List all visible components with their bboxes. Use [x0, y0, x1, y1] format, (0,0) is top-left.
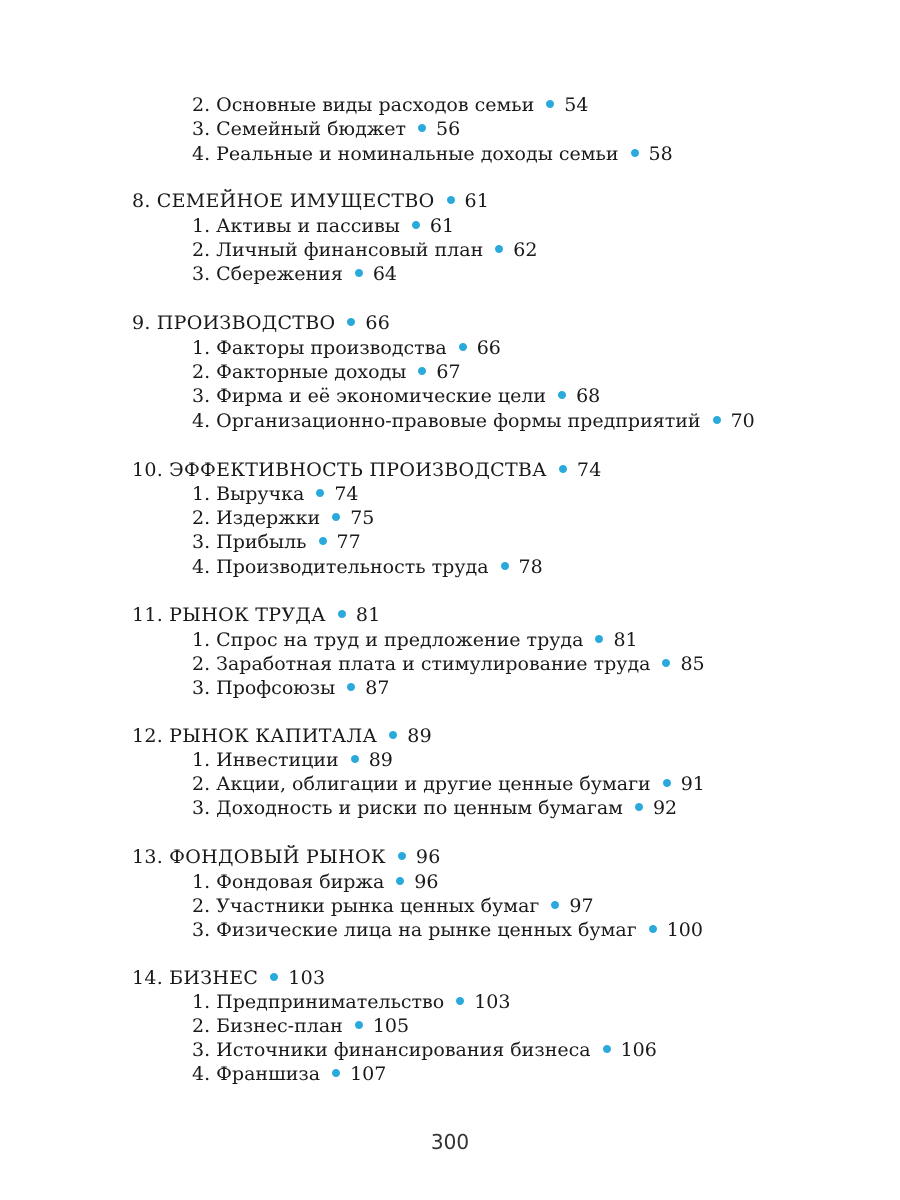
page-ref: 64 — [372, 263, 397, 285]
bullet-dot-icon — [338, 610, 346, 618]
page-ref: 89 — [407, 725, 433, 747]
item-number: 3. — [192, 118, 211, 140]
bullet-dot-icon — [396, 877, 404, 885]
item-number: 4. — [192, 1063, 211, 1085]
toc-item — [192, 482, 359, 506]
page-ref: 74 — [334, 483, 359, 505]
page-ref: 103 — [288, 967, 326, 989]
item-number: 3. — [192, 919, 211, 941]
chapter-number: 10. — [132, 459, 164, 481]
item-number: 3. — [192, 797, 211, 819]
chapter-title: ЭФФЕКТИВНОСТЬ ПРОИЗВОДСТВА — [169, 459, 547, 481]
item-number: 4. — [192, 143, 211, 165]
chapter-title: ФОНДОВЫЙ РЫНОК — [169, 846, 386, 868]
item-number: 3. — [192, 263, 211, 285]
bullet-dot-icon — [270, 973, 278, 981]
toc-item — [192, 262, 397, 286]
bullet-dot-icon — [355, 269, 363, 277]
page-ref: 92 — [652, 797, 678, 819]
bullet-dot-icon — [456, 997, 464, 1005]
chapter-title: РЫНОК КАПИТАЛА — [169, 725, 378, 747]
page-ref: 89 — [368, 749, 393, 771]
item-number: 1. — [192, 215, 211, 237]
toc-item — [192, 238, 537, 262]
item-number: 3. — [192, 385, 211, 407]
item-title: Заработная плата и стимулирование труда — [216, 653, 651, 675]
page-ref: 96 — [415, 846, 441, 868]
page-ref: 70 — [730, 410, 755, 432]
item-title: Бизнес-план — [216, 1015, 343, 1037]
toc-chapter — [132, 189, 489, 213]
chapter-title: РЫНОК ТРУДА — [169, 604, 326, 626]
toc-item — [192, 918, 703, 942]
toc-chapter — [132, 966, 325, 990]
bullet-dot-icon — [332, 513, 340, 521]
page-ref: 105 — [372, 1015, 410, 1037]
item-title: Семейный бюджет — [216, 118, 407, 140]
page-ref: 56 — [436, 118, 461, 140]
page-ref: 54 — [564, 94, 589, 116]
page-ref: 97 — [569, 895, 594, 917]
page-number: 300 — [430, 1130, 470, 1154]
toc-item — [192, 506, 374, 530]
item-number: 2. — [192, 94, 211, 116]
bullet-dot-icon — [713, 416, 721, 424]
page-ref: 85 — [680, 653, 705, 675]
page-ref: 103 — [474, 991, 511, 1013]
toc-item — [192, 93, 588, 117]
bullet-dot-icon — [595, 635, 603, 643]
item-number: 3. — [192, 531, 211, 553]
toc-item — [192, 1062, 386, 1086]
chapter-title: СЕМЕЙНОЕ ИМУЩЕСТВО — [156, 190, 435, 212]
toc-item — [192, 772, 705, 796]
item-title: Инвестиции — [216, 749, 339, 771]
chapter-number: 11. — [132, 604, 164, 626]
page-ref: 67 — [436, 361, 461, 383]
item-number: 1. — [192, 629, 211, 651]
bullet-dot-icon — [663, 779, 671, 787]
item-title: Профсоюзы — [216, 677, 336, 699]
bullet-dot-icon — [603, 1045, 611, 1053]
page-ref: 96 — [414, 871, 439, 893]
bullet-dot-icon — [447, 196, 455, 204]
toc-item — [192, 870, 438, 894]
item-number: 3. — [192, 1039, 211, 1061]
bullet-dot-icon — [347, 318, 355, 326]
bullet-dot-icon — [418, 367, 426, 375]
item-number: 1. — [192, 483, 211, 505]
bullet-dot-icon — [662, 659, 670, 667]
bullet-dot-icon — [558, 391, 566, 399]
item-number: 2. — [192, 361, 211, 383]
toc-item — [192, 142, 673, 166]
toc-chapter — [132, 724, 432, 748]
page-ref: 106 — [620, 1039, 657, 1061]
bullet-dot-icon — [351, 755, 359, 763]
page-ref: 77 — [336, 531, 361, 553]
page-ref: 87 — [365, 677, 390, 699]
toc-item — [192, 117, 460, 141]
toc-item — [192, 628, 638, 652]
page-ref: 100 — [666, 919, 703, 941]
toc-chapter — [132, 311, 390, 335]
bullet-dot-icon — [459, 343, 467, 351]
chapter-number: 9. — [132, 312, 151, 334]
page-ref: 58 — [648, 143, 673, 165]
item-title: Факторные доходы — [216, 361, 407, 383]
chapter-number: 8. — [132, 190, 151, 212]
item-title: Акции, облигации и другие ценные бумаги — [216, 773, 651, 795]
item-title: Основные виды расходов семьи — [216, 94, 535, 116]
toc-item — [192, 894, 594, 918]
item-title: Факторы производства — [216, 337, 447, 359]
bullet-dot-icon — [546, 100, 554, 108]
page-ref: 74 — [576, 459, 602, 481]
toc-item — [192, 1038, 657, 1062]
toc-item — [192, 796, 677, 820]
item-title: Прибыль — [216, 531, 307, 553]
toc-item — [192, 990, 510, 1014]
item-title: Физические лица на рынке ценных бумаг — [216, 919, 637, 941]
item-title: Производительность труда — [216, 556, 489, 578]
chapter-number: 13. — [132, 846, 164, 868]
toc-chapter — [132, 845, 441, 869]
bullet-dot-icon — [559, 465, 567, 473]
page-ref: 78 — [518, 556, 543, 578]
bullet-dot-icon — [551, 901, 559, 909]
page-ref: 62 — [513, 239, 538, 261]
toc-item — [192, 336, 501, 360]
item-number: 2. — [192, 507, 211, 529]
item-title: Фирма и её экономические цели — [216, 385, 547, 407]
bullet-dot-icon — [631, 149, 639, 157]
item-title: Фондовая биржа — [216, 871, 385, 893]
bullet-dot-icon — [418, 124, 426, 132]
page-ref: 66 — [476, 337, 501, 359]
toc-chapter — [132, 458, 602, 482]
bullet-dot-icon — [412, 221, 420, 229]
bullet-dot-icon — [332, 1069, 340, 1077]
item-number: 1. — [192, 991, 211, 1013]
bullet-dot-icon — [649, 925, 657, 933]
item-number: 1. — [192, 749, 211, 771]
bullet-dot-icon — [355, 1021, 363, 1029]
item-title: Издержки — [216, 507, 321, 529]
chapter-title: БИЗНЕС — [169, 967, 259, 989]
page-ref: 91 — [680, 773, 705, 795]
toc-item — [192, 409, 755, 433]
page-ref: 81 — [613, 629, 638, 651]
toc-item — [192, 1014, 409, 1038]
toc-item — [192, 530, 361, 554]
item-title: Предпринимательство — [216, 991, 445, 1013]
page-ref: 61 — [429, 215, 455, 237]
item-number: 1. — [192, 337, 211, 359]
page-ref: 61 — [464, 190, 490, 212]
toc-item — [192, 652, 705, 676]
item-title: Спрос на труд и предложение труда — [216, 629, 584, 651]
item-number: 2. — [192, 1015, 211, 1037]
chapter-title: ПРОИЗВОДСТВО — [156, 312, 336, 334]
page-ref: 68 — [576, 385, 601, 407]
toc-item — [192, 748, 393, 772]
page-ref: 107 — [350, 1063, 387, 1085]
bullet-dot-icon — [635, 803, 643, 811]
item-number: 2. — [192, 239, 211, 261]
chapter-number: 12. — [132, 725, 164, 747]
toc-item — [192, 214, 454, 238]
item-number: 4. — [192, 556, 211, 578]
item-title: Сбережения — [216, 263, 343, 285]
item-title: Реальные и номинальные доходы семьи — [216, 143, 619, 165]
chapter-number: 14. — [132, 967, 164, 989]
bullet-dot-icon — [319, 537, 327, 545]
item-title: Доходность и риски по ценным бумагам — [216, 797, 623, 819]
page-ref: 75 — [350, 507, 375, 529]
page-ref: 81 — [355, 604, 381, 626]
item-number: 2. — [192, 653, 211, 675]
item-title: Активы и пассивы — [216, 215, 400, 237]
item-title: Участники рынка ценных бумаг — [216, 895, 540, 917]
item-number: 2. — [192, 895, 211, 917]
toc-item — [192, 384, 600, 408]
bullet-dot-icon — [389, 731, 397, 739]
item-title: Выручка — [216, 483, 305, 505]
bullet-dot-icon — [495, 245, 503, 253]
bullet-dot-icon — [501, 562, 509, 570]
bullet-dot-icon — [398, 852, 406, 860]
toc-item — [192, 555, 543, 579]
item-title: Франшиза — [216, 1063, 321, 1085]
item-title: Источники финансирования бизнеса — [216, 1039, 591, 1061]
toc-chapter — [132, 603, 381, 627]
item-number: 3. — [192, 677, 211, 699]
bullet-dot-icon — [347, 683, 355, 691]
page-ref: 66 — [365, 312, 391, 334]
item-number: 2. — [192, 773, 211, 795]
toc-item — [192, 676, 389, 700]
bullet-dot-icon — [316, 489, 324, 497]
item-number: 4. — [192, 410, 211, 432]
toc-item — [192, 360, 461, 384]
item-title: Личный финансовый план — [216, 239, 484, 261]
item-number: 1. — [192, 871, 211, 893]
item-title: Организационно-правовые формы предприятий — [216, 410, 701, 432]
